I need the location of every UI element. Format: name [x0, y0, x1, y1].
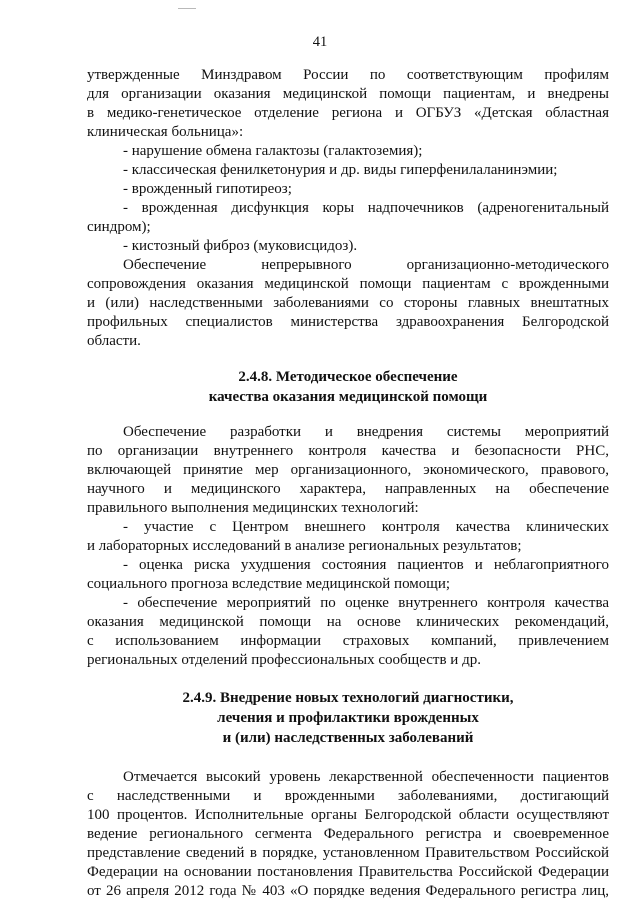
list-item-continuation: и лабораторных исследований в анализе региональных результатов; — [87, 538, 522, 554]
heading-line: лечения и профилактики врожденных — [217, 710, 479, 726]
text-line: Обеспечение непрерывного организационно-методического — [123, 257, 609, 273]
disease-list — [87, 142, 609, 256]
text-line: области. — [87, 333, 141, 349]
text-line: от 26 апреля 2012 года № 403 «О порядке ведения Федерального регистра лиц, — [87, 883, 609, 899]
text-line: включающей принятие мер организационного, экономического, правового, — [87, 462, 609, 478]
heading-line: и (или) наследственных заболеваний — [222, 730, 474, 746]
text-line: 100 процентов. Исполнительные органы Белгородской области осуществляют — [87, 807, 609, 823]
list-item: - классическая фенилкетонурия и др. виды гиперфенилаланинэмии; — [123, 162, 558, 178]
text-line: правильного выполнения медицинских технологий: — [87, 500, 419, 516]
measures-list — [87, 518, 609, 670]
list-item-continuation: региональных отделений профессиональных сообществ и др. — [87, 652, 481, 668]
list-item: - нарушение обмена галактозы (галактоземия); — [123, 143, 423, 159]
scan-edge-mark — [178, 8, 196, 9]
text-line: утвержденные Минздравом России по соответствующим профилям — [87, 67, 609, 83]
intro-paragraph — [87, 66, 609, 142]
section-heading-2-4-9 — [87, 688, 609, 748]
text-line: для организации оказания медицинской помощи пациентам, и внедрены — [87, 86, 609, 102]
support-paragraph — [87, 256, 609, 351]
text-line: по организации внутреннего контроля качества и безопасности РНС, — [87, 443, 609, 459]
list-item: - кистозный фиброз (муковисцидоз). — [123, 238, 358, 254]
list-item-continuation: социального прогноза вследствие медицинской помощи; — [87, 576, 451, 592]
text-line: представление сведений в порядке, установленном Правительством Российской — [87, 845, 609, 861]
heading-line: 2.4.8. Методическое обеспечение — [238, 369, 458, 385]
text-line: ведение регионального сегмента Федерального регистра и своевременное — [87, 826, 609, 842]
text-line: Федерации на основании постановления Правительства Российской Федерации — [87, 864, 609, 880]
list-item: - врожденный гипотиреоз; — [123, 181, 292, 197]
list-item: - участие с Центром внешнего контроля качества клинических — [123, 519, 609, 535]
text-line: профильных специалистов министерства здравоохранения Белгородской — [87, 314, 609, 330]
text-line: в медико-генетическое отделение региона и ОГБУЗ «Детская областная — [87, 105, 609, 121]
list-item: - оценка риска ухудшения состояния пациентов и неблагоприятного — [123, 557, 609, 573]
list-item-continuation: оказания медицинской помощи на основе клинических рекомендаций, — [87, 614, 609, 630]
text-line: клиническая больница»: — [87, 124, 244, 140]
text-line: научного и медицинского характера, направленных на обеспечение — [87, 481, 609, 497]
list-item-continuation: синдром); — [87, 219, 151, 235]
list-item: - обеспечение мероприятий по оценке внутреннего контроля качества — [123, 595, 609, 611]
heading-line: 2.4.9. Внедрение новых технологий диагностики, — [182, 690, 514, 706]
text-line: сопровождения оказания медицинской помощи пациентам с врожденными — [87, 276, 609, 292]
document-body — [87, 66, 609, 901]
text-line: и (или) наследственными заболеваниями со стороны главных внештатных — [87, 295, 609, 311]
text-line: Обеспечение разработки и внедрения системы мероприятий — [123, 424, 609, 440]
section-heading-2-4-8 — [87, 367, 609, 407]
text-line: с наследственными и врожденными заболеваниями, достигающий — [87, 788, 609, 804]
methodology-paragraph — [87, 423, 609, 518]
heading-line: качества оказания медицинской помощи — [208, 389, 488, 405]
list-item: - врожденная дисфункция коры надпочечников (адреногенитальный — [123, 200, 609, 216]
list-item-continuation: с использованием информации страховых компаний, привлечением — [87, 633, 609, 649]
text-line: Отмечается высокий уровень лекарственной обеспеченности пациентов — [123, 769, 609, 785]
page-number: 41 — [312, 34, 328, 50]
technologies-paragraph — [87, 768, 609, 901]
